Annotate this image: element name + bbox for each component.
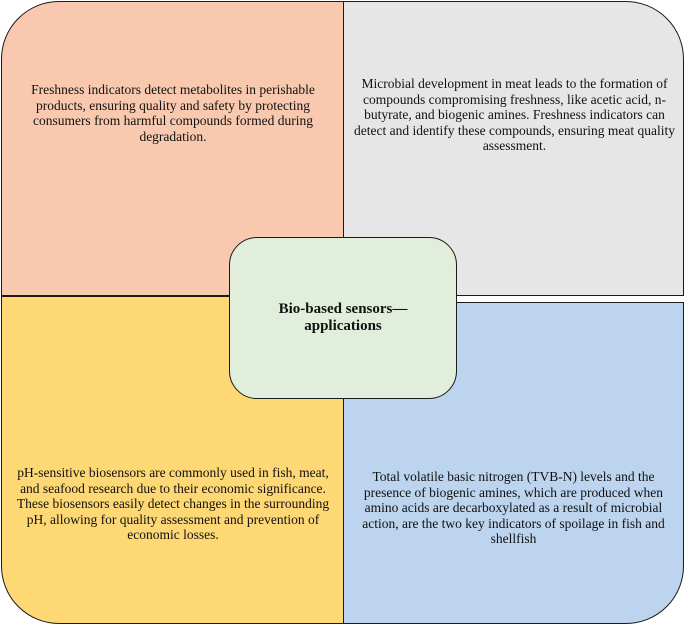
center-title-box [229, 237, 457, 399]
quadrant-text: Freshness indicators detect metabolites in perishable products, ensuring quality and safety by protecting consumers from harmful compounds formed during degradation. [31, 82, 315, 144]
quadrant-text: Microbial development in meat leads to the formation of compounds compromising freshness, like acetic acid, n-butyrate, and biogenic amines. Freshness indicators can detect and identify these compounds, ensuring meat quality assessment. [354, 76, 675, 153]
quadrant-text: Total volatile basic nitrogen (TVB-N) levels and the presence of biogenic amines, which are produced when amino acids are decarboxylated as a result of microbial action, are the two key indicators of spoilage in fish and shellfish [362, 469, 665, 546]
quadrant-text: pH-sensitive biosensors are commonly used in fish, meat, and seafood research due to their economic significance. These biosensors easily detect changes in the surrounding pH, allowing for quality assessment and prevention of economic losses. [16, 465, 330, 542]
center-title: Bio-based sensors—applications [278, 300, 408, 334]
